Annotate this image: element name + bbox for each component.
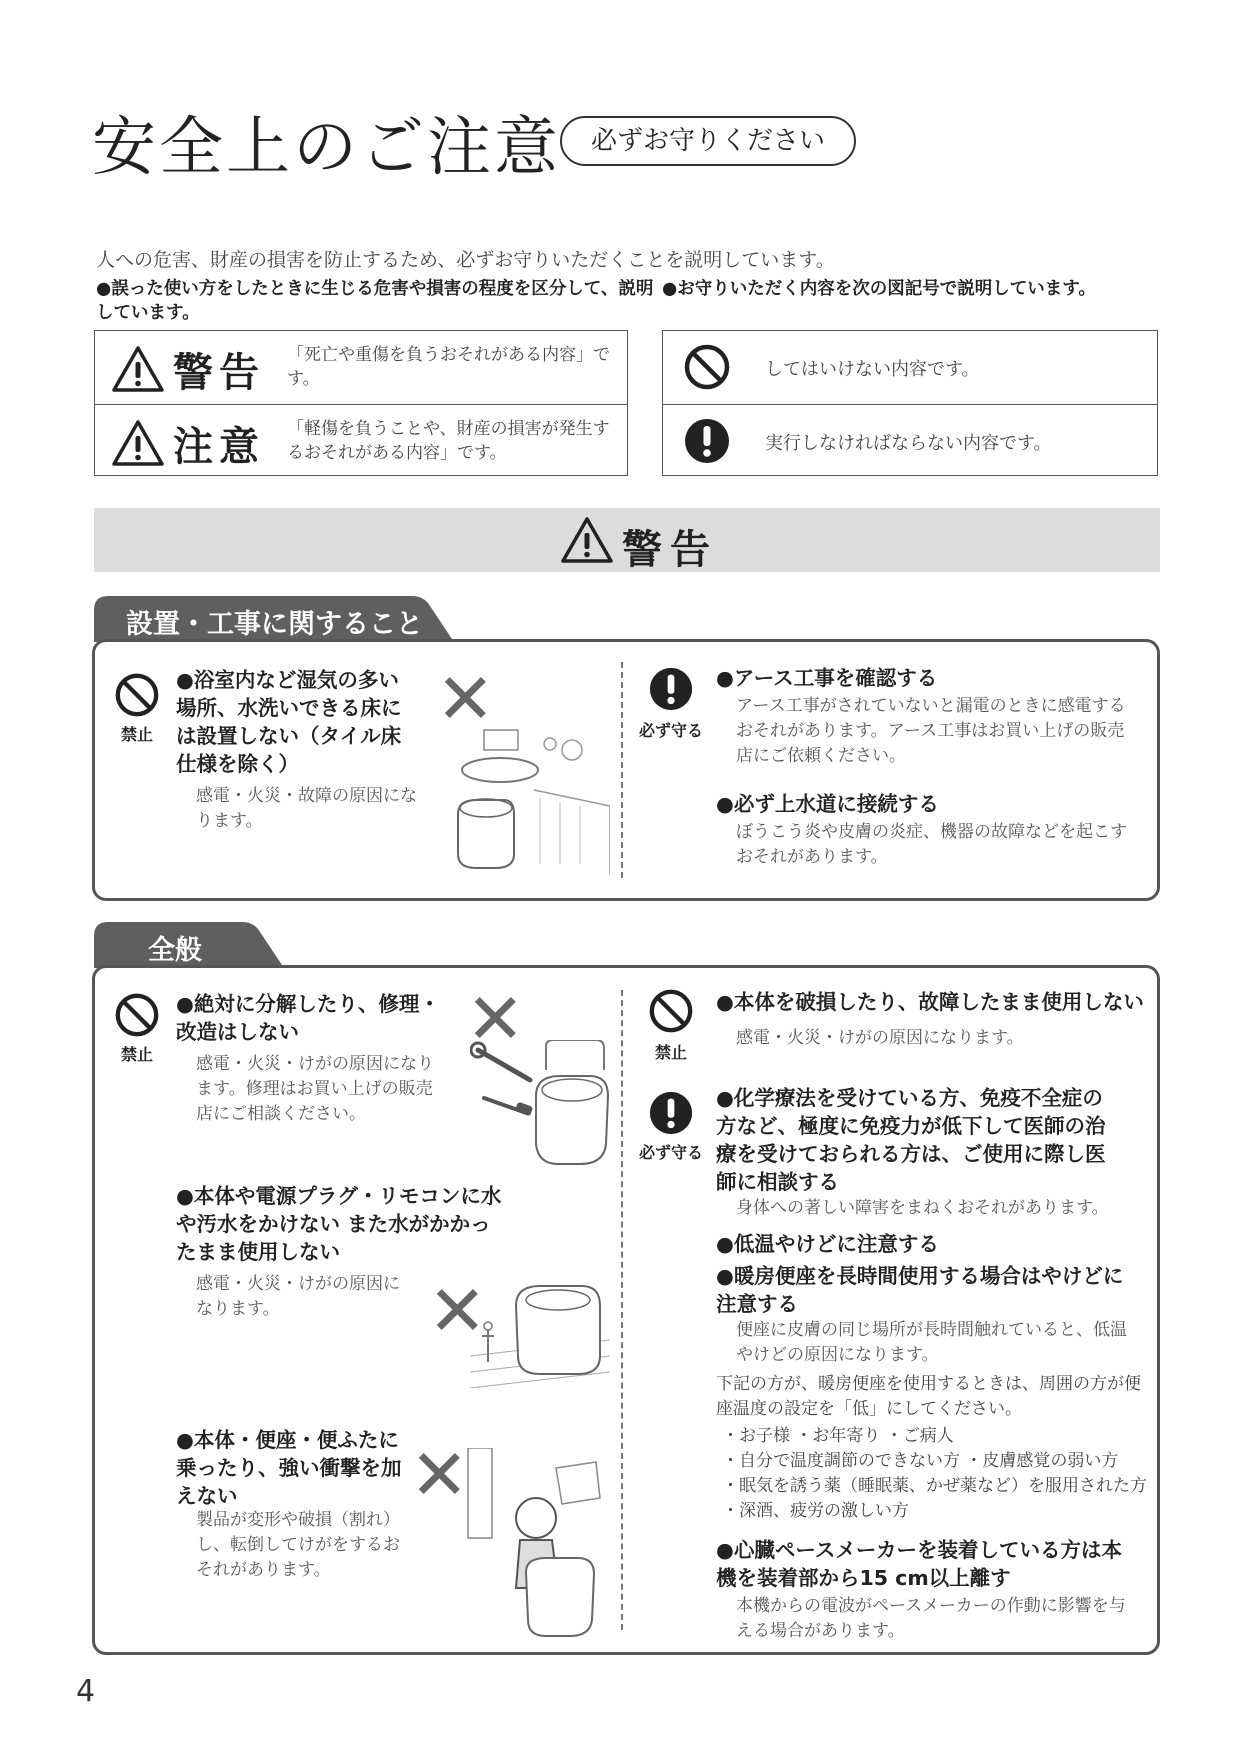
disassemble-heading: ●絶対に分解したり、修理・改造はしない	[176, 992, 440, 1044]
damaged-use-heading: ●本体を破損したり、故障したまま使用しない	[716, 990, 1144, 1014]
water-supply-heading: ●必ず上水道に接続する	[716, 792, 939, 816]
prohibit-label: 禁止	[654, 1043, 687, 1062]
warning-word: 警告	[173, 350, 265, 396]
mandatory-icon	[648, 666, 694, 712]
disassemble-note: 感電・火災・けがの原因になります。修理はお買い上げの販売店にご相談ください。	[196, 1054, 434, 1124]
symbol-lead: ●お守りいただく内容を次の図記号で説明しています。	[662, 279, 1096, 299]
caution-list-item: ・深酒、疲労の激しい方	[722, 1501, 909, 1521]
immunity-heading: ●化学療法を受けている方、免疫不全症の方など、極度に免疫力が低下して医師の治療を受けておられる方は、ご使用に際し医師に相談する	[716, 1086, 1106, 1194]
climb-on-heading: ●本体・便座・便ふたに乗ったり、強い衝撃を加えない	[176, 1428, 402, 1508]
caution-desc: 「軽傷を負うことや、財産の損害が発生するおそれがある内容」です。	[287, 419, 610, 463]
caution-list-item: ・お子様 ・お年寄り ・ご病人	[722, 1426, 954, 1446]
damaged-use-note: 感電・火災・けがの原因になります。	[736, 1028, 1024, 1048]
water-splash-illustration	[470, 1276, 610, 1388]
pacemaker-heading: ●心臓ペースメーカーを装着している方は本機を装着部から15 cm以上離す	[716, 1538, 1122, 1590]
heated-seat-note: 便座に皮膚の同じ場所が長時間触れていると、低温やけどの原因になります。	[736, 1320, 1127, 1365]
ng-cross-icon: ✕	[428, 1270, 487, 1352]
legend-row-prohibited	[663, 331, 1157, 403]
caution-list-item: ・自分で温度調節のできない方 ・皮膚感覚の弱い方	[722, 1451, 1119, 1471]
page-number: 4	[76, 1674, 96, 1709]
severity-lead: ●誤った使い方をしたときに生じる危害や損害の程度を区分して、説明しています。	[96, 279, 654, 323]
warning-band	[94, 508, 1160, 572]
climb-on-note: 製品が変形や破損（割れ）し、転倒してけがをするおそれがあります。	[196, 1510, 400, 1580]
child-on-toilet-illustration	[466, 1448, 610, 1638]
low-temp-burn-heading: ●低温やけどに注意する	[716, 1232, 939, 1256]
prohibition-icon	[648, 988, 694, 1034]
warning-triangle-icon	[560, 516, 614, 564]
prohibition-icon	[114, 992, 160, 1038]
water-supply-note: ぼうこう炎や皮膚の炎症、機器の故障などを起こすおそれがあります。	[736, 822, 1127, 867]
column-divider	[621, 662, 623, 878]
mandatory-icon	[648, 1090, 694, 1136]
severity-legend	[94, 330, 628, 476]
caution-triangle-icon	[111, 419, 165, 467]
immunity-note: 身体への著しい障害をまねくおそれがあります。	[736, 1198, 1109, 1218]
prohibit-label: 禁止	[120, 725, 153, 744]
disassembly-tools-illustration	[470, 1040, 610, 1166]
splash-water-note: 感電・火災・けがの原因になります。	[196, 1274, 400, 1319]
warning-desc: 「死亡や重傷を負うおそれがある内容」です。	[287, 345, 610, 389]
caution-intro: 下記の方が、暖房便座を使用するときは、周囲の方が便座温度の設定を「低」にしてください。	[716, 1374, 1141, 1419]
warning-triangle-icon	[111, 345, 165, 393]
page-title: 安全上のご注意	[92, 111, 561, 185]
mandatory-label: 必ず守る	[638, 721, 703, 740]
mandatory-label: 必ず守る	[638, 1143, 703, 1162]
earth-heading: ●アース工事を確認する	[716, 666, 938, 690]
prohibited-desc: してはいけない内容です。	[765, 359, 980, 380]
mandatory-desc: 実行しなければならない内容です。	[765, 433, 1052, 454]
warning-band-word: 警告	[622, 527, 718, 573]
section-tab-installation: 設置・工事に関すること	[126, 609, 423, 640]
section-tab-general: 全般	[148, 935, 202, 966]
installation-prohibit-heading: ●浴室内など湿気の多い場所、水洗いできる床には設置しない（タイル床仕様を除く）	[176, 668, 402, 776]
prohibit-label: 禁止	[120, 1045, 153, 1064]
must-follow-badge: 必ずお守りください	[560, 116, 856, 166]
intro-text: 人への危害、財産の損害を防止するため、必ずお守りいただくことを説明しています。	[96, 249, 835, 271]
legend-row-caution	[95, 404, 627, 476]
column-divider	[621, 990, 623, 1630]
prohibition-icon	[683, 343, 731, 391]
legend-row-mandatory	[663, 404, 1157, 476]
installation-prohibit-note: 感電・火災・故障の原因になります。	[196, 786, 417, 831]
ng-cross-icon: ✕	[410, 1434, 469, 1516]
prohibition-icon	[114, 672, 160, 718]
splash-water-heading: ●本体や電源プラグ・リモコンに水や汚水をかけない また水がかかったまま使用しない	[176, 1184, 502, 1264]
caution-list-item: ・眠気を誘う薬（睡眠薬、かぜ薬など）を服用された方	[722, 1476, 1147, 1496]
caution-word: 注意	[173, 424, 265, 470]
earth-note: アース工事がされていないと漏電のときに感電するおそれがあります。アース工事はお買い上げの販売店にご依頼ください。	[736, 696, 1126, 766]
mandatory-icon	[683, 417, 731, 465]
legend-row-warning	[95, 331, 627, 403]
ng-cross-icon: ✕	[436, 658, 495, 740]
pacemaker-note: 本機からの電波がペースメーカーの作動に影響を与える場合があります。	[736, 1596, 1126, 1641]
bathroom-toilet-illustration	[450, 724, 610, 874]
heated-seat-heading: ●暖房便座を長時間使用する場合はやけどに注意する	[716, 1264, 1124, 1316]
ng-cross-icon: ✕	[466, 978, 525, 1060]
symbol-legend	[662, 330, 1158, 476]
